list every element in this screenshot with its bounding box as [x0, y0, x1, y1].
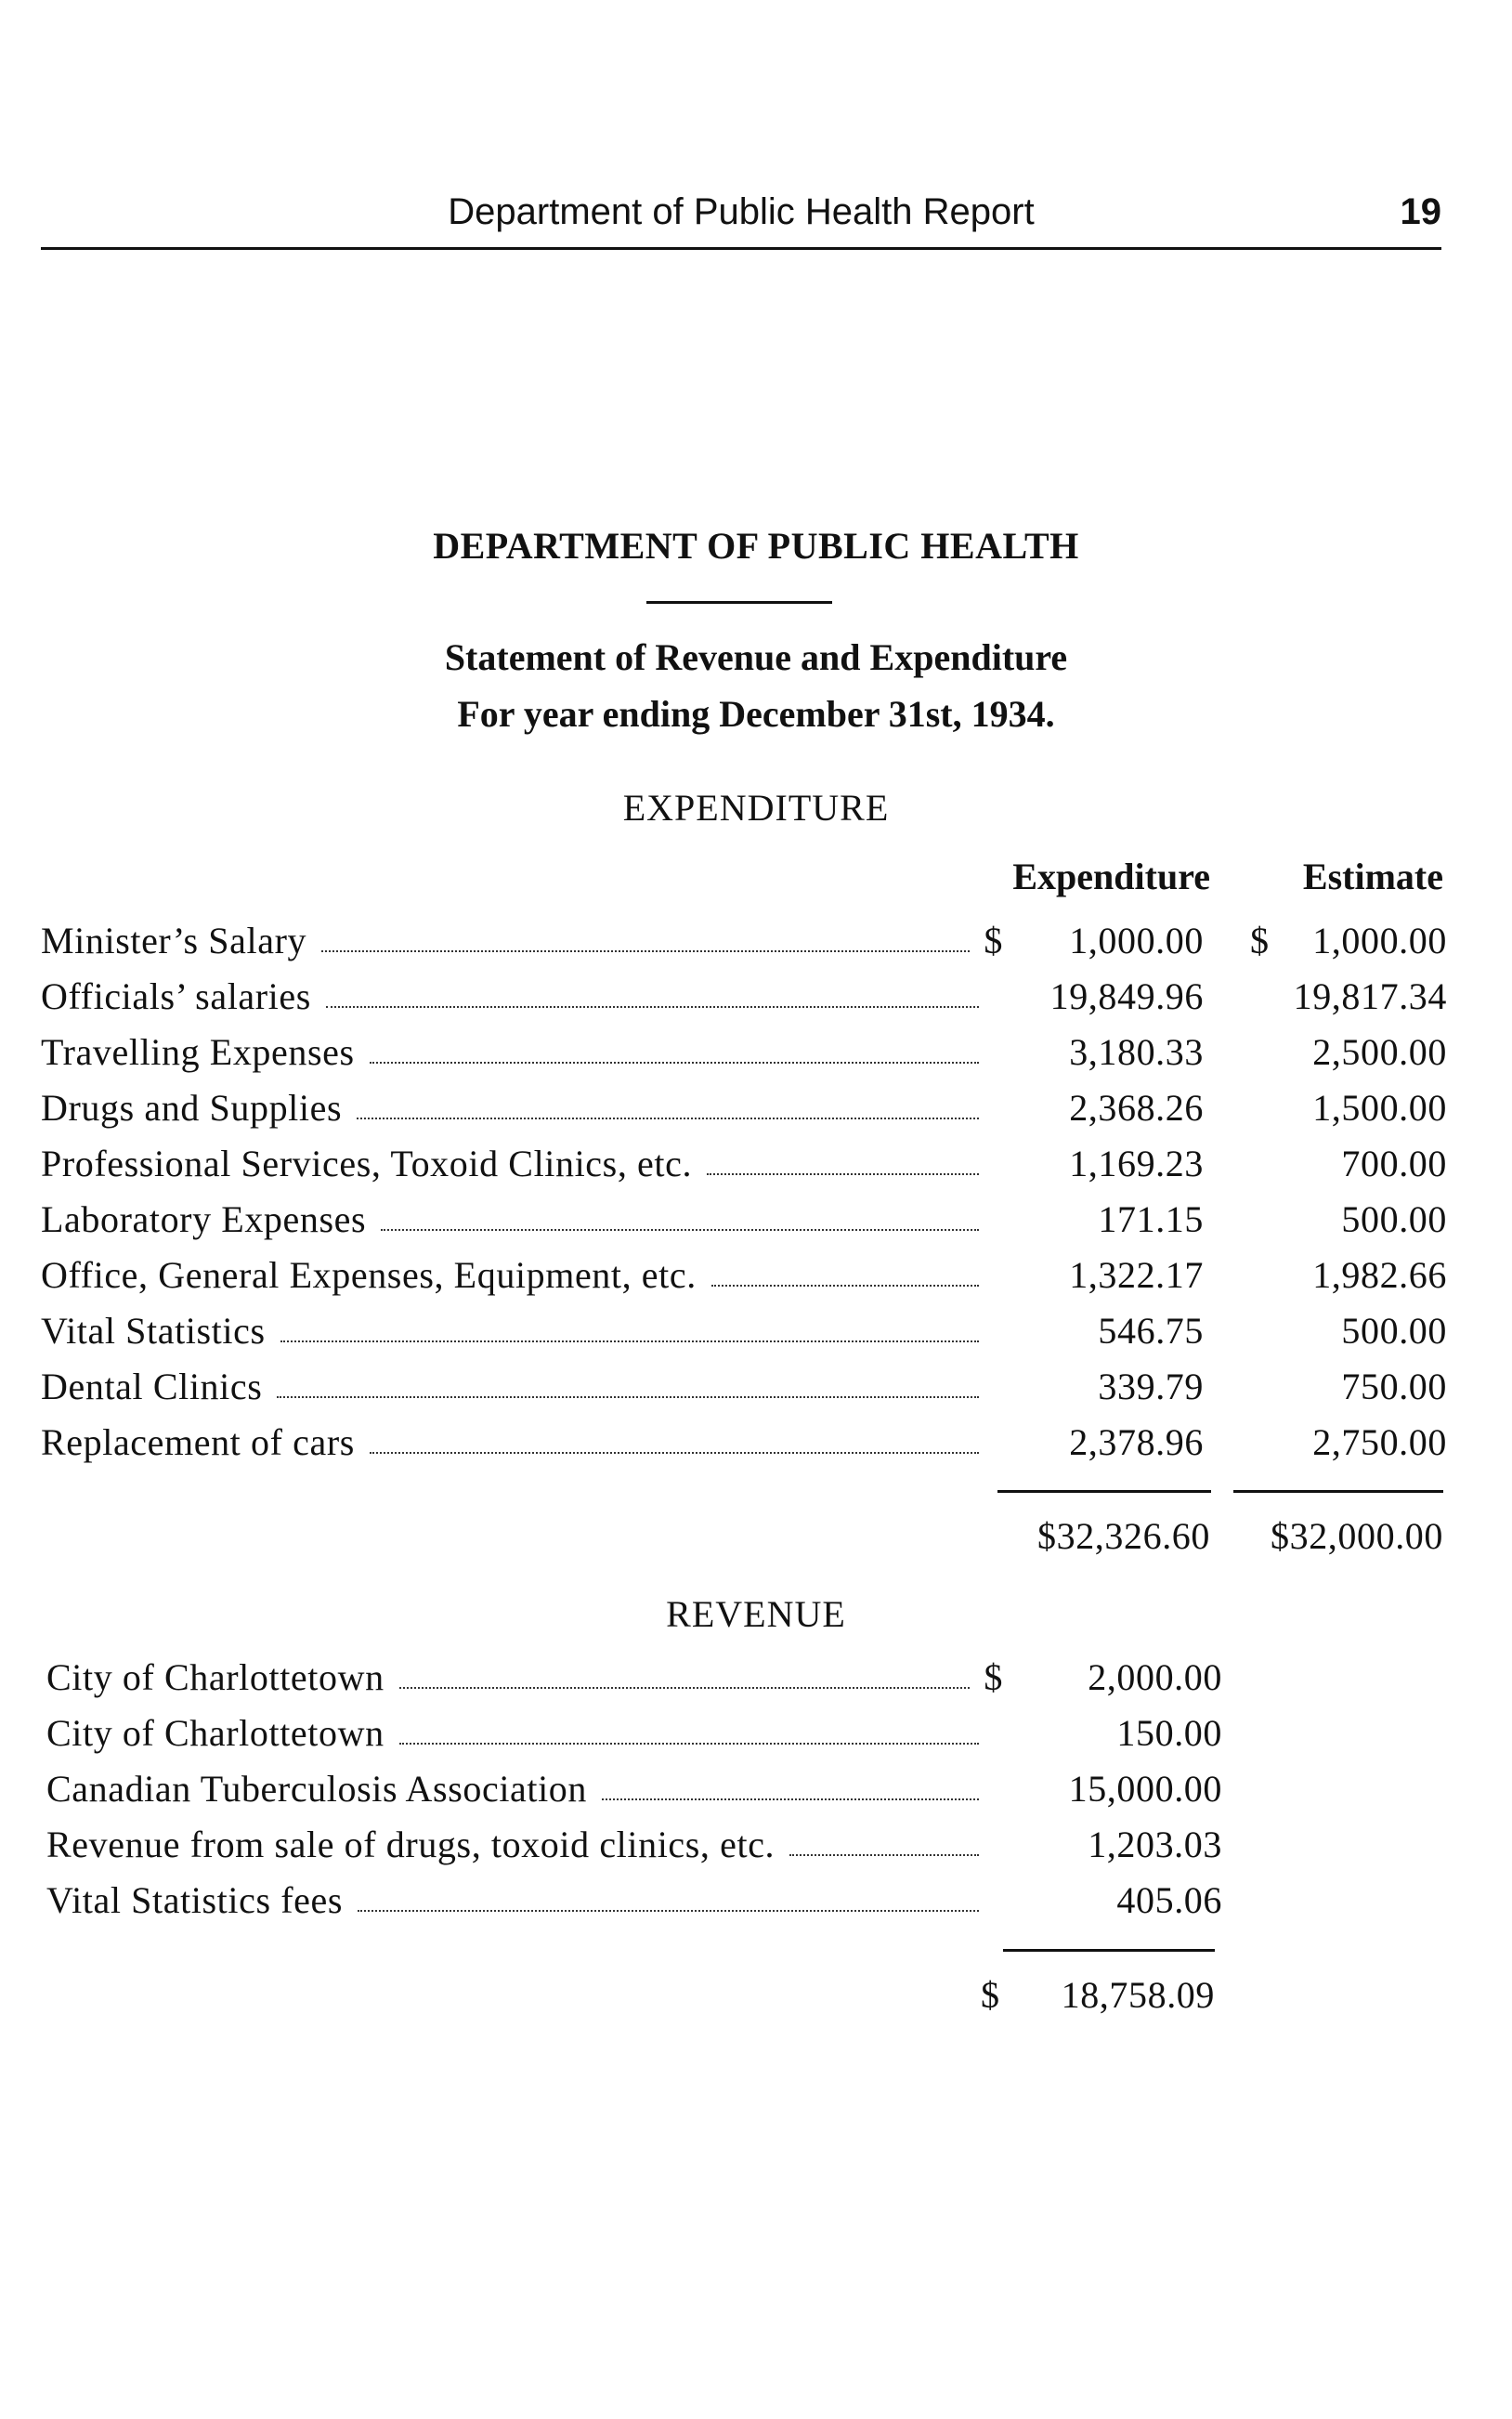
row-label: Vital Statistics fees [46, 1879, 344, 1921]
expenditure-amount: 1,322.17 [1069, 1254, 1204, 1296]
estimate-dollar-sign: $ [1250, 920, 1270, 961]
statement-title: Statement of Revenue and Expenditure [444, 636, 1068, 678]
revenue-amount: 15,000.00 [1068, 1768, 1222, 1810]
table-row [41, 1194, 1447, 1246]
estimate-amount: 2,500.00 [1312, 1031, 1447, 1073]
row-label: Revenue from sale of drugs, toxoid clinics, etc. [46, 1824, 776, 1865]
dot-leader [358, 1910, 979, 1912]
revenue-heading: REVENUE [666, 1593, 846, 1635]
revenue-total-rule [1003, 1949, 1215, 1952]
table-row [41, 915, 1447, 967]
dot-leader [399, 1743, 979, 1745]
row-label: Minister’s Salary [41, 920, 307, 961]
expenditure-total: $32,326.60 [1037, 1515, 1210, 1557]
table-row [41, 1026, 1447, 1079]
expenditure-dollar-sign: $ [984, 920, 1003, 961]
revenue-dollar-sign: $ [984, 1656, 1003, 1698]
estimate-amount: 700.00 [1341, 1143, 1447, 1184]
estimate-amount: 1,000.00 [1312, 920, 1447, 961]
dot-leader [321, 950, 970, 952]
dot-leader [602, 1798, 979, 1800]
revenue-total: 18,758.09 [1061, 1974, 1215, 2016]
page-number: 19 [1400, 191, 1441, 232]
expenditure-amount: 171.15 [1098, 1198, 1204, 1240]
dot-leader [370, 1452, 979, 1454]
dot-leader [357, 1118, 979, 1119]
running-header [41, 184, 1441, 240]
table-row [46, 1652, 1453, 1704]
row-label: Dental Clinics [41, 1366, 263, 1407]
table-row [41, 1249, 1447, 1301]
table-row [46, 1875, 1453, 1927]
table-row [41, 1417, 1447, 1469]
expenditure-amount: 2,368.26 [1069, 1087, 1204, 1129]
estimate-amount: 500.00 [1341, 1310, 1447, 1352]
dot-leader [711, 1285, 979, 1287]
table-row [41, 1361, 1447, 1413]
header-rule [41, 247, 1441, 250]
revenue-amount: 1,203.03 [1088, 1824, 1222, 1865]
expenditure-amount: 19,849.96 [1049, 975, 1204, 1017]
row-label: Travelling Expenses [41, 1031, 355, 1073]
expenditure-amount: 1,000.00 [1069, 920, 1204, 961]
row-label: City of Charlottetown [46, 1712, 385, 1754]
table-row [46, 1819, 1453, 1871]
estimate-amount: 19,817.34 [1293, 975, 1447, 1017]
revenue-amount: 405.06 [1116, 1879, 1222, 1921]
row-label: Officials’ salaries [41, 975, 311, 1017]
estimate-amount: 2,750.00 [1312, 1421, 1447, 1463]
table-row [46, 1707, 1453, 1759]
table-row [41, 1305, 1447, 1357]
dot-leader [707, 1173, 979, 1175]
expenditure-column-header: Expenditure [1012, 856, 1210, 897]
expenditure-amount: 3,180.33 [1069, 1031, 1204, 1073]
estimate-total-rule [1233, 1490, 1443, 1493]
dot-leader [370, 1062, 979, 1064]
estimate-amount: 1,500.00 [1312, 1087, 1447, 1129]
dot-leader [789, 1854, 979, 1856]
table-row [41, 1138, 1447, 1190]
expenditure-total-rule [997, 1490, 1211, 1493]
revenue-total-dollar: $ [981, 1974, 1000, 2016]
dot-leader [381, 1229, 979, 1231]
row-label: Office, General Expenses, Equipment, etc. [41, 1254, 697, 1296]
estimate-column-header: Estimate [1302, 856, 1443, 897]
dot-leader [399, 1687, 970, 1689]
expenditure-amount: 339.79 [1098, 1366, 1204, 1407]
expenditure-amount: 2,378.96 [1069, 1421, 1204, 1463]
running-title: Department of Public Health Report [448, 191, 1035, 232]
dot-leader [280, 1340, 979, 1342]
expenditure-heading: EXPENDITURE [622, 787, 890, 829]
row-label: Replacement of cars [41, 1421, 355, 1463]
estimate-amount: 750.00 [1341, 1366, 1447, 1407]
department-title: DEPARTMENT OF PUBLIC HEALTH [433, 525, 1079, 567]
estimate-amount: 500.00 [1341, 1198, 1447, 1240]
revenue-amount: 150.00 [1116, 1712, 1222, 1754]
expenditure-amount: 546.75 [1098, 1310, 1204, 1352]
row-label: Laboratory Expenses [41, 1198, 367, 1240]
estimate-amount: 1,982.66 [1312, 1254, 1447, 1296]
dot-leader [326, 1006, 979, 1008]
table-row [41, 1082, 1447, 1134]
row-label: Drugs and Supplies [41, 1087, 343, 1129]
title-rule [646, 601, 832, 604]
row-label: City of Charlottetown [46, 1656, 385, 1698]
table-row [46, 1763, 1453, 1815]
row-label: Vital Statistics [41, 1310, 266, 1352]
expenditure-amount: 1,169.23 [1069, 1143, 1204, 1184]
row-label: Professional Services, Toxoid Clinics, etc. [41, 1143, 693, 1184]
row-label: Canadian Tuberculosis Association [46, 1768, 588, 1810]
dot-leader [277, 1396, 979, 1398]
estimate-total: $32,000.00 [1271, 1515, 1443, 1557]
table-row [41, 971, 1447, 1023]
year-title: For year ending December 31st, 1934. [457, 693, 1055, 735]
revenue-amount: 2,000.00 [1088, 1656, 1222, 1698]
